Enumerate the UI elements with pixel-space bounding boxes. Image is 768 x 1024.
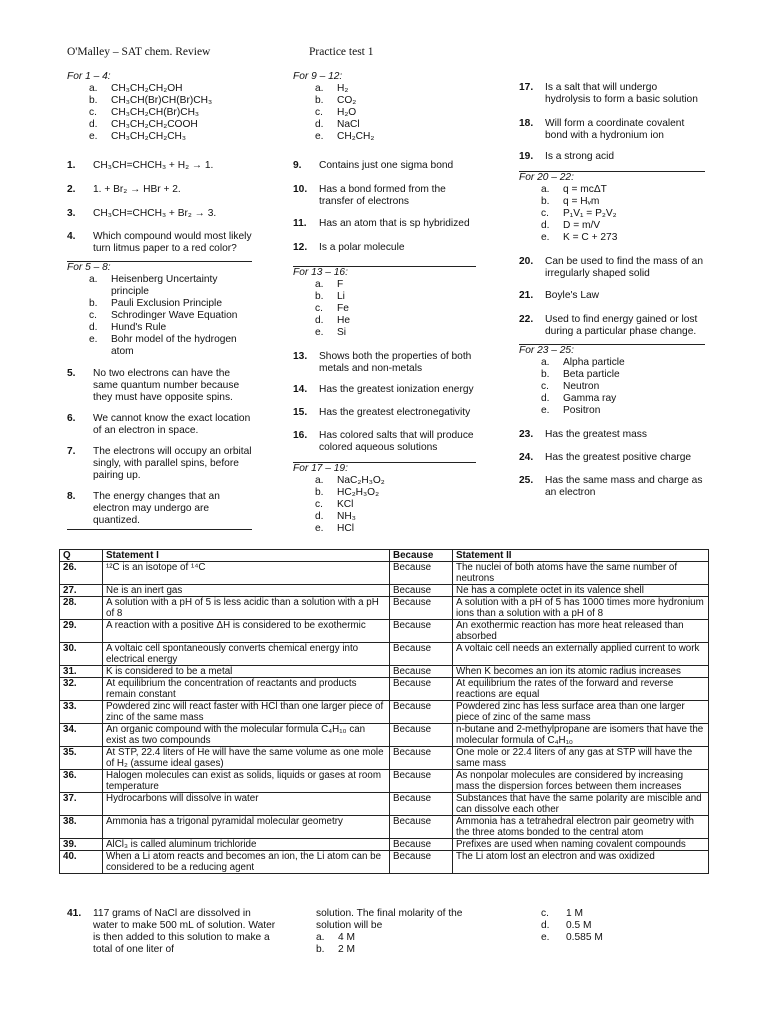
option: e. K = C + 273 — [541, 232, 618, 243]
option: c. P₁V₁ = P₂V₂ — [541, 208, 617, 219]
question-15: 15. Has the greatest electronegativity — [293, 407, 471, 418]
option: a. NaC₂H₃O₂ — [315, 475, 385, 486]
option-group-1-4 — [67, 71, 252, 143]
question-22: 22. Used to find energy gained or lost during a particular phase change. — [519, 314, 698, 337]
option: d. NH₃ — [315, 511, 356, 522]
question-23: 23. Has the greatest mass — [519, 429, 647, 440]
answer-option-b: b. 2 M — [316, 944, 355, 955]
question-41 — [67, 908, 277, 956]
question-21: 21. Boyle's Law — [519, 290, 600, 301]
option: c. Neutron — [541, 381, 600, 392]
divider — [67, 529, 252, 530]
option: c. H₂O — [315, 107, 357, 118]
option: b. Pauli Exclusion Principle — [89, 298, 222, 309]
option: d. NaCl — [315, 119, 360, 130]
option: c. KCl — [315, 499, 354, 510]
group-title: For 23 – 25: — [519, 345, 574, 356]
option: e. CH₃CH₂CH₂CH₃ — [89, 131, 187, 142]
option-group-20-22 — [519, 172, 705, 244]
option-group-13-16 — [293, 267, 476, 339]
question-10: 10. Has a bond formed from the transfer of electrons — [293, 184, 446, 207]
option: b. q = Hᵥm — [541, 196, 600, 207]
option: d. He — [315, 315, 351, 326]
table-row: 32. At equilibrium the concentration of reactants and products remain constant Because At equilibrium the rates of the forward and reverse reactions are equal — [60, 678, 709, 701]
question-20: 20. Can be used to find the mass of an irregularly shaped solid — [519, 256, 704, 279]
header-statement-1: Statement I — [103, 550, 390, 562]
option: e. Positron — [541, 405, 601, 416]
option: c. Schrodinger Wave Equation — [89, 310, 238, 321]
question-41-options — [541, 908, 661, 944]
document-header-left: O'Malley – SAT chem. Review — [67, 46, 211, 58]
question-9: 9. Contains just one sigma bond — [293, 160, 454, 171]
question-18: 18. Will form a coordinate covalent bond with a hydronium ion — [519, 118, 685, 141]
question-14: 14. Has the greatest ionization energy — [293, 384, 474, 395]
question-4: 4. Which compound would most likely turn litmus paper to a red color? — [67, 231, 252, 254]
option: c. CH₃CH₂CH(Br)CH₃ — [89, 107, 200, 118]
question-13: 13. Shows both the properties of both metals and non-metals — [293, 351, 472, 374]
question-1: 1. CH₃CH=CHCH₃ + H₂ → 1. — [67, 160, 214, 171]
table-row: 34. An organic compound with the molecular formula C₄H₁₀ can exist as two compounds Because n-butane and 2-methylpropane are isomers that have the molecular formula of C₄H₁₀ — [60, 724, 709, 747]
table-row: 36. Halogen molecules can exist as solids, liquids or gases at room temperature Because As nonpolar molecules are considered by increasing mass the dispersion forces between them increases — [60, 770, 709, 793]
option: d. Hund's Rule — [89, 322, 167, 333]
question-2: 2. 1. + Br₂ → HBr + 2. — [67, 184, 181, 195]
table-body — [60, 562, 709, 874]
column-3 — [519, 82, 705, 499]
group-title: For 5 – 8: — [67, 262, 111, 273]
option: a. Heisenberg Uncertainty principle — [89, 274, 218, 297]
question-8: 8. The energy changes that an electron may undergo are quantized. — [67, 491, 220, 526]
column-2 — [293, 71, 476, 535]
table-row: 28. A solution with a pH of 5 is less acidic than a solution with a pH of 8 Because A solution with a pH of 5 has 1000 times more hydronium ions than a solution with a pH of 8 — [60, 597, 709, 620]
group-title: For 1 – 4: — [67, 71, 111, 82]
option-group-5-8 — [67, 262, 252, 358]
option: b. Li — [315, 291, 345, 302]
answer-option-d: d. 0.5 M — [541, 920, 592, 931]
option: d. CH₃CH₂CH₂COOH — [89, 119, 198, 130]
option-group-9-12 — [293, 71, 476, 143]
question-24: 24. Has the greatest positive charge — [519, 452, 692, 463]
option: b. HC₂H₃O₂ — [315, 487, 380, 498]
option: c. Fe — [315, 303, 349, 314]
table-row: 33. Powdered zinc will react faster with HCl than one larger piece of zinc of the same mass Because Powdered zinc has less surface area than one larger piece of zinc of the same mass — [60, 701, 709, 724]
question-7: 7. The electrons will occupy an orbital singly, with parallel spins, before pairing up. — [67, 446, 252, 481]
table-row: 40. When a Li atom reacts and becomes an ion, the Li atom can be considered to be a reducing agent Because The Li atom lost an electron and was oxidized — [60, 851, 709, 874]
option: a. F — [315, 279, 344, 290]
group-title: For 13 – 16: — [293, 267, 348, 278]
table-row: 30. A voltaic cell spontaneously converts chemical energy into electrical energy Because A voltaic cell needs an externally applied current to work — [60, 643, 709, 666]
option: e. HCl — [315, 523, 354, 534]
question-19: 19. Is a strong acid — [519, 151, 615, 162]
option-group-23-25 — [519, 345, 705, 417]
option: d. Gamma ray — [541, 393, 617, 404]
option: a. Alpha particle — [541, 357, 625, 368]
question-25: 25. Has the same mass and charge as an electron — [519, 475, 703, 498]
group-title: For 17 – 19: — [293, 463, 348, 474]
question-17: 17. Is a salt that will undergo hydrolysis to form a basic solution — [519, 82, 698, 105]
answer-option-e: e. 0.585 M — [541, 932, 603, 943]
table-row: 37. Hydrocarbons will dissolve in water Because Substances that have the same polarity are miscible and can dissolve each other — [60, 793, 709, 816]
option: e. CH₂CH₂ — [315, 131, 375, 142]
option: e. Si — [315, 327, 347, 338]
question-3: 3. CH₃CH=CHCH₃ + Br₂ → 3. — [67, 208, 217, 219]
table-row: 26. ¹²C is an isotope of ¹⁴C Because The nuclei of both atoms have the same number of neutrons — [60, 562, 709, 585]
document-header-title: Practice test 1 — [309, 46, 374, 58]
table-row: 27. Ne is an inert gas Because Ne has a complete octet in its valence shell — [60, 585, 709, 597]
question-41-number: 41. — [67, 908, 82, 919]
group-title: For 20 – 22: — [519, 172, 574, 183]
option: b. Beta particle — [541, 369, 620, 380]
question-11: 11. Has an atom that is sp hybridized — [293, 218, 470, 229]
option: a. H₂ — [315, 83, 349, 94]
table-header-row — [60, 550, 709, 562]
table-row: 39. AlCl₃ is called aluminum trichloride Because Prefixes are used when naming covalent compounds — [60, 839, 709, 851]
table-row: 35. At STP, 22.4 liters of He will have the same volume as one mole of H₂ (assume ideal gases) Because One mole or 22.4 liters of any gas at STP will have the same mass — [60, 747, 709, 770]
question-12: 12. Is a polar molecule — [293, 242, 405, 253]
statement-table — [59, 549, 709, 874]
option: e. Bohr model of the hydrogen atom — [89, 334, 237, 357]
answer-option-c: c. 1 M — [541, 908, 583, 919]
question-6: 6. We cannot know the exact location of an electron in space. — [67, 413, 251, 436]
option: b. CH₃CH(Br)CH(Br)CH₃ — [89, 95, 213, 106]
header-statement-2: Statement II — [453, 550, 709, 562]
header-because: Because — [390, 550, 453, 562]
question-16: 16. Has colored salts that will produce colored aqueous solutions — [293, 430, 474, 453]
question-41-text-part1: 117 grams of NaCl are dissolved in water to make 500 mL of solution. Water is then added to this solution to make a total of one liter of — [93, 908, 276, 955]
option: a. CH₃CH₂CH₂OH — [89, 83, 183, 94]
table-row: 29. A reaction with a positive ΔH is considered to be exothermic Because An exothermic reaction has more heat released than absorbed — [60, 620, 709, 643]
question-41-continued — [316, 908, 496, 956]
option: b. CO₂ — [315, 95, 357, 106]
header-q: Q — [60, 550, 103, 562]
option: d. D = m/V — [541, 220, 601, 231]
option-group-17-19 — [293, 463, 476, 535]
question-41-text-part2: solution. The final molarity of the solution will be — [316, 908, 463, 931]
table-row: 31. K is considered to be a metal Because When K becomes an ion its atomic radius increases — [60, 666, 709, 678]
question-5: 5. No two electrons can have the same quantum number because they must have opposite spins. — [67, 368, 240, 403]
table-row: 38. Ammonia has a trigonal pyramidal molecular geometry Because Ammonia has a tetrahedral electron pair geometry with the three atoms bonded to the central atom — [60, 816, 709, 839]
answer-option-a: a. 4 M — [316, 932, 355, 943]
column-1 — [67, 71, 252, 530]
group-title: For 9 – 12: — [293, 71, 343, 82]
option: a. q = mcΔT — [541, 184, 607, 195]
